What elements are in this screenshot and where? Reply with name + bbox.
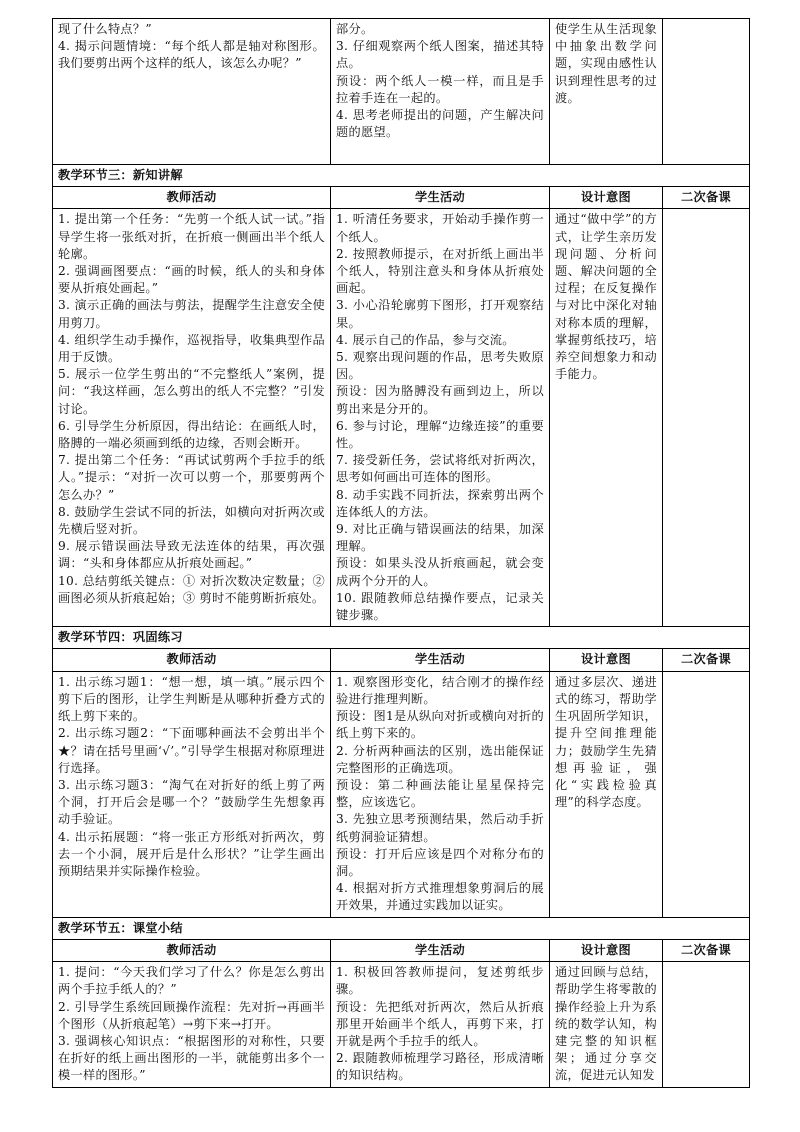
text-line: 10. 总结剪纸关键点：① 对折次数决定数量；② 画图必须从折痕起始；③ 剪时不能剪断折痕处。 bbox=[58, 573, 325, 605]
design-intent-cell bbox=[550, 19, 663, 165]
header-student: 学生活动 bbox=[331, 187, 550, 209]
header-second: 二次备课 bbox=[663, 649, 750, 671]
content-row bbox=[53, 962, 750, 1088]
text-line: 7. 提出第二个任务：“再试试剪两个手拉手的纸人。”提示：“对折一次可以剪一个，那要剪两个怎么办？” bbox=[58, 453, 325, 502]
header-teacher: 教师活动 bbox=[53, 939, 331, 961]
text-line: 预设：打开后应该是四个对称分布的洞。 bbox=[336, 846, 544, 878]
text-line: 1. 提问：“今天我们学习了什么？你是怎么剪出两个手拉手纸人的？” bbox=[58, 965, 325, 997]
section-title: 教学环节五：课堂小结 bbox=[53, 917, 750, 939]
text-line: 3. 先独立思考预测结果，然后动手折纸剪洞验证猜想。 bbox=[336, 812, 544, 844]
text-line: 2. 引导学生系统回顾操作流程：先对折→再画半个图形（从折痕起笔）→剪下来→打开。 bbox=[58, 999, 325, 1031]
text-line: 2. 强调画图要点：“画的时候，纸人的头和身体要从折痕处画起。” bbox=[58, 264, 325, 296]
text-line: 2. 分析两种画法的区别，选出能保证完整图形的正确选项。 bbox=[336, 743, 544, 775]
text-line: 5. 展示一位学生剪出的“不完整纸人”案例，提问：“我这样画，怎么剪出的纸人不完整？”引发讨论。 bbox=[58, 367, 325, 416]
text-line: 1. 听清任务要求，开始动手操作剪一个纸人。 bbox=[336, 212, 544, 244]
student-activity-cell bbox=[331, 209, 550, 627]
text-line: 1. 出示练习题1：“想一想，填一填。”展示四个剪下后的图形，让学生判断是从哪种折叠方式的纸上剪下来的。 bbox=[58, 674, 325, 724]
text-line: 预设：先把纸对折两次，然后从折痕那里开始画半个纸人，再剪下来，打开就是两个手拉手的纸人。 bbox=[336, 999, 544, 1048]
text-line: 1. 提出第一个任务：“先剪一个纸人试一试。”指导学生将一张纸对折，在折痕一侧画出半个纸人轮廓。 bbox=[58, 212, 325, 261]
second-prep-cell bbox=[663, 209, 750, 627]
header-design: 设计意图 bbox=[550, 187, 663, 209]
student-activity-cell bbox=[331, 19, 550, 165]
text-line: 预设：两个纸人一模一样，而且是手拉着手连在一起的。 bbox=[336, 73, 544, 105]
section-title: 教学环节三：新知讲解 bbox=[53, 165, 750, 187]
teacher-activity-cell bbox=[53, 962, 331, 1088]
text-line: 通过多层次、递进式的练习，帮助学生巩固所学知识，提升空间推理能力；鼓励学生先猜想再验证，强化“实践检验真理”的科学态度。 bbox=[555, 674, 657, 810]
second-prep-cell bbox=[663, 671, 750, 917]
content-row bbox=[53, 209, 750, 627]
text-line: 4. 组织学生动手操作，巡视指导，收集典型作品用于反馈。 bbox=[58, 332, 325, 365]
text-line: 2. 跟随教师梳理学习路径，形成清晰的知识结构。 bbox=[336, 1051, 544, 1083]
text-line: 5. 观察出现问题的作品，思考失败原因。 bbox=[336, 350, 544, 382]
header-design: 设计意图 bbox=[550, 649, 663, 671]
header-second: 二次备课 bbox=[663, 187, 750, 209]
text-line: 4. 根据对折方式推理想象剪洞后的展开效果，并通过实践加以证实。 bbox=[336, 881, 544, 913]
teacher-activity-cell bbox=[53, 209, 331, 627]
design-intent-cell bbox=[550, 962, 663, 1088]
text-line: 10. 跟随教师总结操作要点，记录关键步骤。 bbox=[336, 590, 544, 623]
section-title-row bbox=[53, 917, 750, 939]
text-line: 现了什么特点？” bbox=[58, 22, 152, 36]
design-intent-cell bbox=[550, 671, 663, 917]
column-header-row bbox=[53, 939, 750, 961]
text-line: 4. 出示拓展题：“将一张正方形纸对折两次，剪去一个小洞，展开后是什么形状？”让学生画出预期结果并实际操作检验。 bbox=[58, 829, 325, 878]
header-teacher: 教师活动 bbox=[53, 649, 331, 671]
text-line: 3. 仔细观察两个纸人图案，描述其特点。 bbox=[336, 39, 544, 71]
text-line: 预设：图1是从纵向对折或横向对折的纸上剪下来的。 bbox=[336, 709, 544, 741]
text-line: 3. 演示正确的画法与剪法，提醒学生注意安全使用剪刀。 bbox=[58, 298, 325, 330]
text-line: 3. 小心沿轮廓剪下图形，打开观察结果。 bbox=[336, 298, 544, 330]
text-line: 4. 思考老师提出的问题，产生解决问题的愿望。 bbox=[336, 108, 544, 140]
text-line: 预设：因为胳膊没有画到边上，所以剪出来是分开的。 bbox=[336, 384, 544, 416]
design-intent-cell bbox=[550, 209, 663, 627]
column-header-row bbox=[53, 187, 750, 209]
teacher-activity-cell bbox=[53, 19, 331, 165]
header-student: 学生活动 bbox=[331, 649, 550, 671]
header-student: 学生活动 bbox=[331, 939, 550, 961]
content-row bbox=[53, 671, 750, 917]
text-line: 1. 观察图形变化，结合刚才的操作经验进行推理判断。 bbox=[336, 674, 544, 706]
student-activity-cell bbox=[331, 671, 550, 917]
column-header-row bbox=[53, 649, 750, 671]
text-line: 6. 引导学生分析原因，得出结论：在画纸人时，胳膊的一端必须画到纸的边缘，否则会断开。 bbox=[58, 418, 325, 451]
teacher-activity-cell bbox=[53, 671, 331, 917]
section-title: 教学环节四：巩固练习 bbox=[53, 627, 750, 649]
text-line: 2. 出示练习题2：“下面哪种画法不会剪出半个★？请在括号里画‘√’。”引导学生根据对称原理进行选择。 bbox=[58, 726, 325, 775]
text-line: 4. 展示自己的作品，参与交流。 bbox=[336, 332, 515, 347]
section-title-row bbox=[53, 165, 750, 187]
text-line: 9. 对比正确与错误画法的结果，加深理解。 bbox=[336, 522, 544, 554]
text-line: 4. 揭示问题情境：“每个纸人都是轴对称图形。我们要剪出两个这样的纸人，该怎么办呢？” bbox=[58, 39, 325, 71]
text-line: 预设：第二种画法能让星星保持完整，应该选它。 bbox=[336, 777, 544, 810]
continuation-row bbox=[53, 19, 750, 165]
header-teacher: 教师活动 bbox=[53, 187, 331, 209]
text-line: 通过回顾与总结，帮助学生将零散的操作经验上升为系统的数学认知，构建完整的知识框架；通过分享交流，促进元认知发 bbox=[555, 965, 657, 1083]
text-line: 3. 出示练习题3：“淘气在对折好的纸上剪了两个洞，打开后会是哪一个？”鼓励学生先想象再动手验证。 bbox=[58, 777, 325, 827]
text-line: 使学生从生活现象中抽象出数学问题，实现由感性认识到理性思考的过渡。 bbox=[555, 22, 657, 105]
text-line: 9. 展示错误画法导致无法连体的结果，再次强调：“头和身体都应从折痕处画起。” bbox=[58, 539, 325, 571]
header-second: 二次备课 bbox=[663, 939, 750, 961]
text-line: 7. 接受新任务，尝试将纸对折两次，思考如何画出可连体的图形。 bbox=[336, 453, 544, 485]
header-design: 设计意图 bbox=[550, 939, 663, 961]
text-line: 8. 鼓励学生尝试不同的折法，如横向对折两次或先横后竖对折。 bbox=[58, 504, 325, 537]
student-activity-cell bbox=[331, 962, 550, 1088]
second-prep-cell bbox=[663, 19, 750, 165]
second-prep-cell bbox=[663, 962, 750, 1088]
section-title-row bbox=[53, 627, 750, 649]
text-line: 3. 强调核心知识点：“根据图形的对称性，只要在折好的纸上画出图形的一半，就能剪出多个一模一样的图形。” bbox=[58, 1033, 325, 1083]
text-line: 预设：如果头没从折痕画起，就会变成两个分开的人。 bbox=[336, 556, 544, 588]
lesson-plan-table bbox=[52, 18, 750, 1088]
text-line: 部分。 bbox=[336, 22, 374, 36]
text-line: 6. 参与讨论，理解“边缘连接”的重要性。 bbox=[336, 418, 544, 451]
text-line: 8. 动手实践不同折法，探索剪出两个连体纸人的方法。 bbox=[336, 487, 544, 519]
text-line: 2. 按照教师提示，在对折纸上画出半个纸人，特别注意头和身体从折痕处画起。 bbox=[336, 246, 544, 296]
text-line: 通过“做中学”的方式，让学生亲历发现问题、分析问题、解决问题的全过程；在反复操作与对比中深化对轴对称本质的理解，掌握剪纸技巧，培养空间想象力和动手能力。 bbox=[555, 212, 657, 382]
text-line: 1. 积极回答教师提问，复述剪纸步骤。 bbox=[336, 965, 544, 997]
